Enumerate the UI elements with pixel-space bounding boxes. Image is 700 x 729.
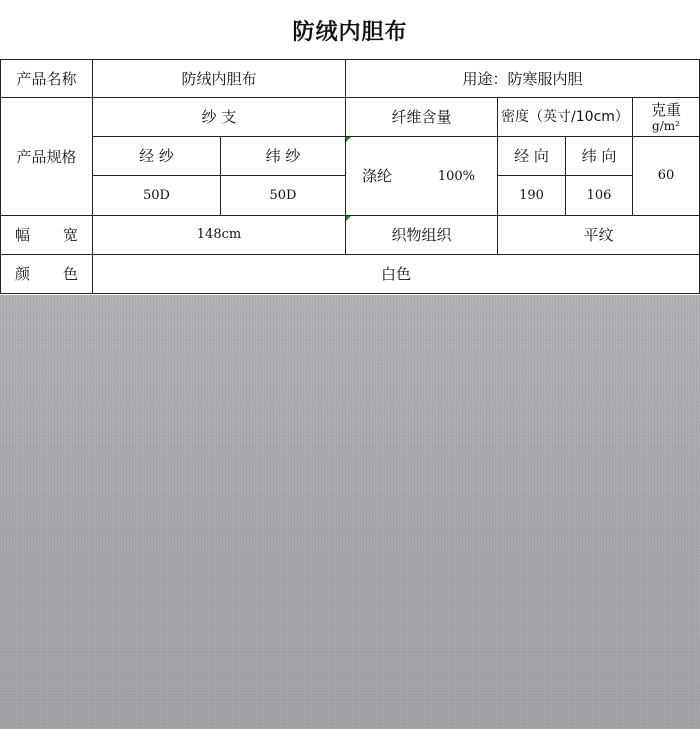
weft-density-value: 106: [565, 175, 633, 216]
weft-yarn-value: 50D: [220, 175, 346, 216]
warp-density-value: 190: [497, 175, 566, 216]
fiber-content-header: 纤维含量: [345, 97, 498, 137]
product-name-label: 产品名称: [0, 59, 93, 98]
color-label-second: 色: [62, 265, 78, 283]
weave-value: 平纹: [497, 215, 700, 255]
width-label: [0, 215, 93, 255]
fiber-content-value: [345, 136, 498, 216]
spec-table: [0, 59, 700, 295]
weight-unit: g/m²: [652, 118, 680, 133]
weft-density-label: 纬 向: [565, 136, 633, 176]
warp-density-label: 经 向: [497, 136, 566, 176]
product-name-value: 防绒内胆布: [92, 59, 346, 98]
color-label: [0, 254, 93, 294]
usage-value: 用途：防寒服内胆: [345, 59, 700, 98]
fabric-swatch-image: [0, 295, 700, 729]
yarn-count-header: 纱 支: [92, 97, 346, 137]
cell-marker-icon: [346, 137, 351, 142]
fiber-name: 涤纶: [362, 167, 393, 185]
cell-marker-icon: [346, 216, 351, 221]
product-spec-label: 产品规格: [0, 97, 93, 216]
page-title: 防绒内胆布: [292, 19, 408, 45]
color-label-first: 颜: [15, 265, 31, 283]
fiber-percent: 100%: [437, 169, 475, 185]
width-label-first: 幅: [15, 226, 31, 244]
weave-label: 织物组织: [345, 215, 498, 255]
width-value: 148cm: [92, 215, 346, 255]
weight-header: [632, 97, 700, 137]
weight-label: 克重: [650, 100, 681, 119]
warp-yarn-value: 50D: [92, 175, 221, 216]
width-label-second: 宽: [62, 226, 78, 244]
density-header: 密度（英寸/10cm）: [497, 97, 633, 137]
weight-value: 60: [632, 136, 700, 216]
color-value: 白色: [92, 254, 700, 294]
warp-yarn-label: 经 纱: [92, 136, 221, 176]
weft-yarn-label: 纬 纱: [220, 136, 346, 176]
